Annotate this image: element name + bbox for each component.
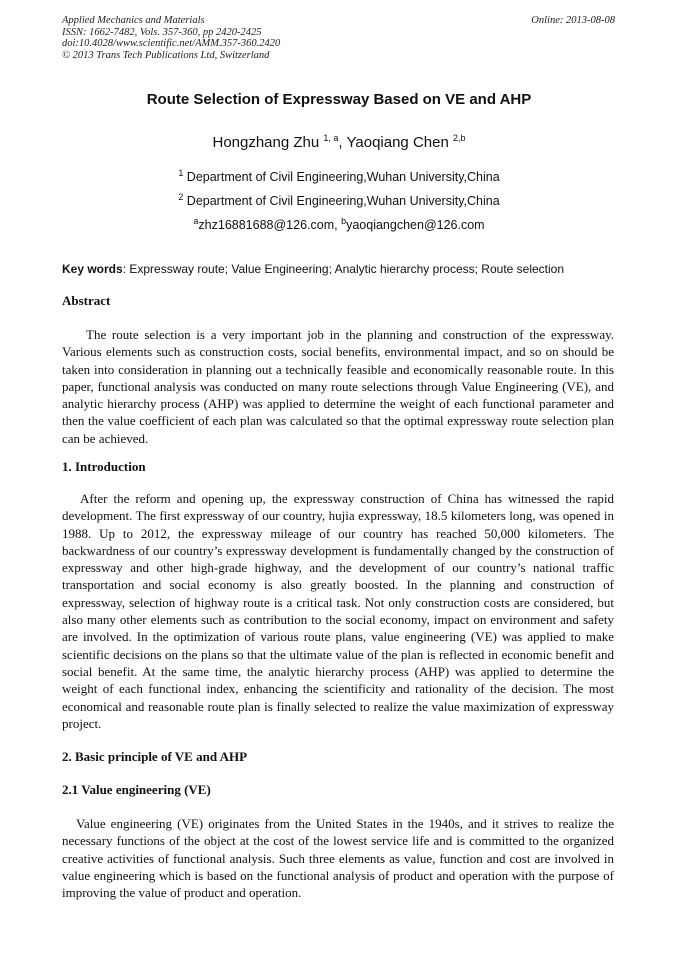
issn-line: ISSN: 1662-7482, Vols. 357-360, pp 2420-2425 bbox=[62, 26, 262, 38]
author-superscript: 2,b bbox=[452, 133, 466, 143]
copyright-line: © 2013 Trans Tech Publications Ltd, Switzerland bbox=[62, 49, 270, 61]
section-heading-introduction: 1. Introduction bbox=[62, 459, 146, 474]
affiliation-superscript: 2 bbox=[178, 191, 184, 202]
email-superscript: a bbox=[193, 215, 199, 226]
affiliation-1 bbox=[0, 167, 678, 184]
doi-line: doi:10.4028/www.scientific.net/AMM.357-360.2420 bbox=[62, 38, 281, 50]
email-address: zhz16881688@126.com, bbox=[198, 218, 342, 232]
section-heading-basic-principle: 2. Basic principle of VE and AHP bbox=[62, 749, 248, 764]
subsection-heading-value-engineering: 2.1 Value engineering (VE) bbox=[62, 782, 211, 797]
keywords bbox=[62, 262, 622, 276]
introduction-text: After the reform and opening up, the expressway construction of China has witnessed the rapid development. The first expressway of our country, hujia expressway, 18.5 kilometers long, was opened in 1988. Up to 2012, the expressway mileage of our country has reached 50,000 kilometers. The backwardness of our country’s expressway development is fundamentally changed by the construction of expressway and other high-grade highway, and the development of our country’s national traffic transportation and social economy is also greatly boosted. In the planning and construction of expressway, selection of highway route is a critical task. Not only construction costs are considered, but also many other elements such as contribution to the social economy, impact on environment and safety are involved. In the optimization of various route plans, value engineering (VE) was applied to make scientific decisions on the plans so that the ultimate value of the plan is reflected in economic benefit and social benefit. At the same time, the analytic hierarchy process (AHP) was applied to determine the weight of each functional index, enhancing the scientificity and rationality of the decision. The most economical and reasonable route plan is finally selected to realize the value maximization of expressway project. bbox=[62, 491, 614, 731]
email-superscript: b bbox=[341, 215, 347, 226]
affiliation-2 bbox=[0, 191, 678, 208]
online-date: Online: 2013-08-08 bbox=[531, 15, 615, 26]
author-separator: , bbox=[338, 134, 347, 151]
affiliation-text: Department of Civil Engineering,Wuhan University,China bbox=[183, 170, 500, 184]
abstract-heading: Abstract bbox=[62, 293, 111, 308]
journal-header bbox=[62, 15, 280, 61]
affiliation-superscript: 1 bbox=[178, 167, 184, 178]
keywords-label: Key words bbox=[62, 262, 123, 276]
author-line bbox=[0, 134, 678, 151]
abstract-text: The route selection is a very important job in the planning and construction of the expressway. Various elements such as construction costs, social benefits, environmental impact, and so on should be taken into consideration in planning out a technically feasible and economically reasonable route. In this paper, functional analysis was conducted on many route selections through Value Engineering (VE), and analytic hierarchy process (AHP) was applied to determine the weight of each functional parameter and then the value coefficient of each plan was calculated so that the optimal expressway route selection plan can be achieved. bbox=[62, 327, 614, 446]
keywords-text: : Expressway route; Value Engineering; Analytic hierarchy process; Route selection bbox=[122, 262, 565, 276]
author-name: Hongzhang Zhu bbox=[212, 134, 324, 151]
email-line bbox=[0, 215, 678, 232]
affiliation-text: Department of Civil Engineering,Wuhan University,China bbox=[183, 194, 500, 208]
email-address: yaoqiangchen@126.com bbox=[346, 218, 485, 232]
paper-title: Route Selection of Expressway Based on VE and AHP bbox=[146, 91, 532, 108]
journal-name: Applied Mechanics and Materials bbox=[62, 15, 205, 26]
value-engineering-text: Value engineering (VE) originates from the United States in the 1940s, and it strives to realize the necessary functions of the object at the cost of the lowest service life and is committed to the organized creative activities of functional analysis. Such three elements as value, function and cost are involved in value engineering which is based on the functional analysis of product and operation with the purpose of improving the value of product and operation. bbox=[62, 816, 614, 901]
author-name: Yaoqiang Chen bbox=[346, 134, 453, 151]
author-superscript: 1, a bbox=[323, 133, 339, 143]
